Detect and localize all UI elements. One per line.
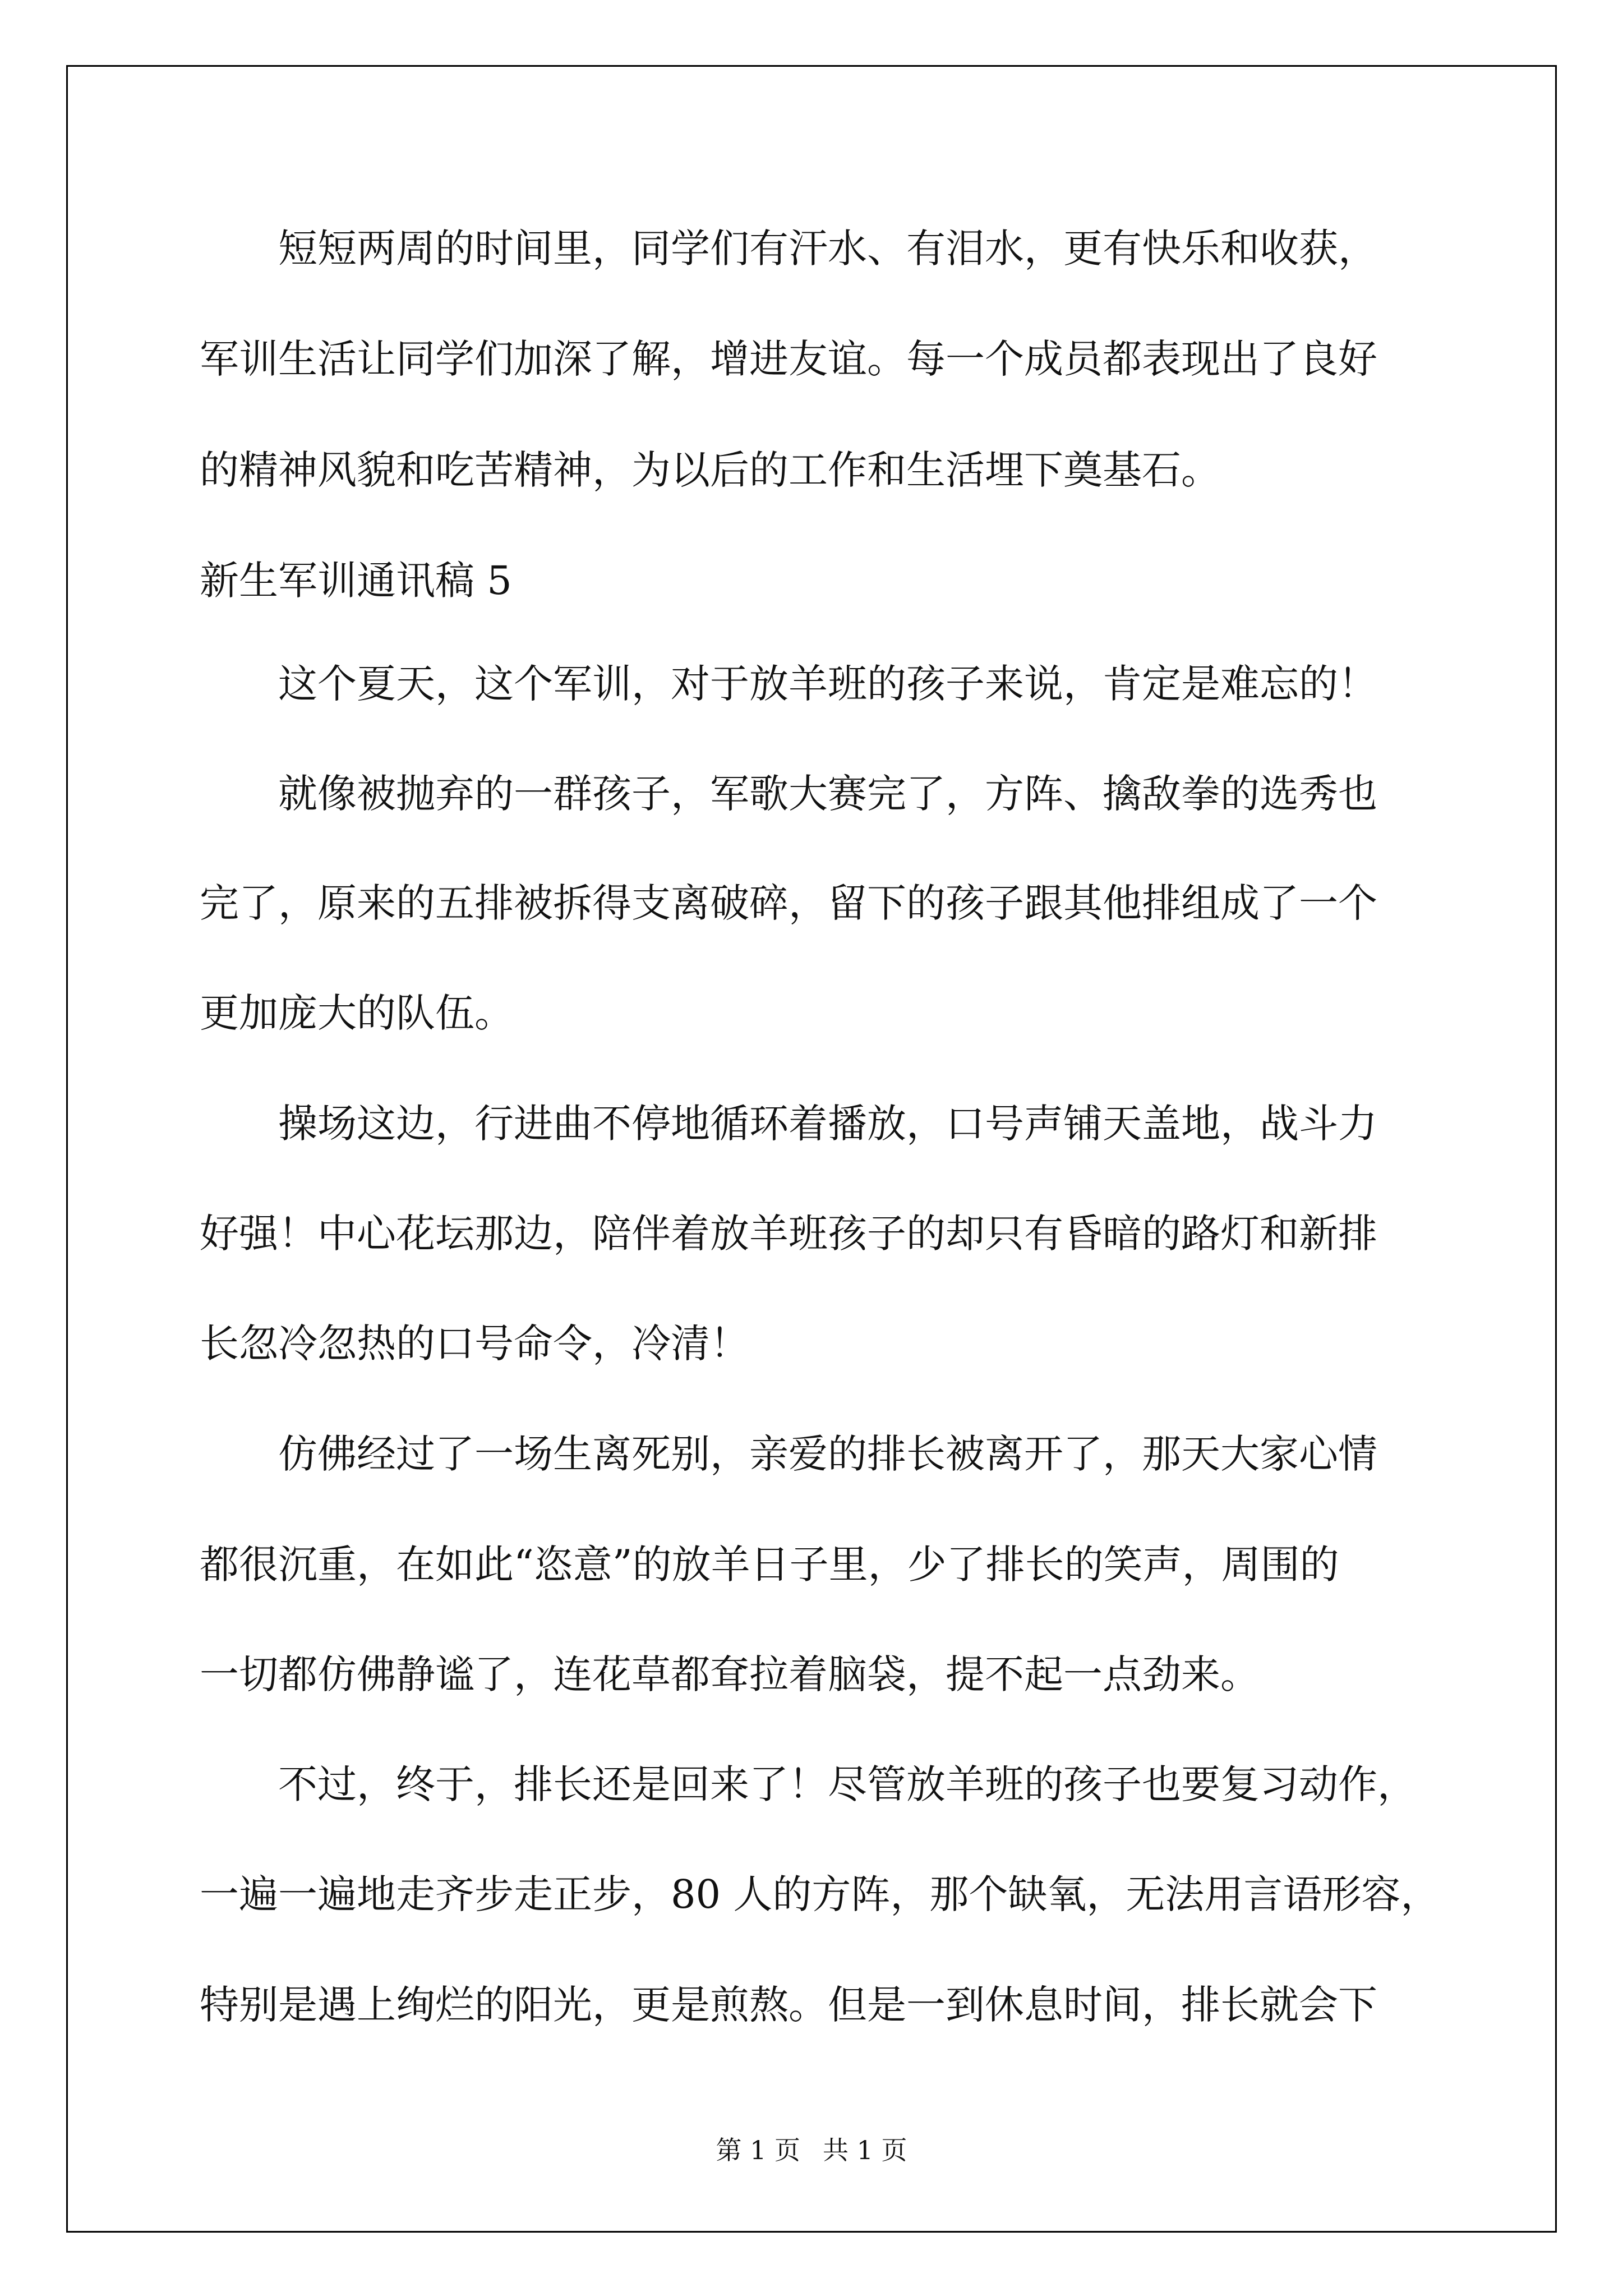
page-footer (0, 2137, 1623, 2163)
body-text-line: 仿佛经过了一场生离死别，亲爱的排长被离开了，那天大家心情 (200, 1431, 1377, 1477)
body-text-line: 短短两周的时间里，同学们有汗水、有泪水，更有快乐和收获， (200, 226, 1377, 272)
body-text-line: 不过，终于，排长还是回来了！尽管放羊班的孩子也要复习动作， (200, 1761, 1417, 1807)
body-text-line: 好强！中心花坛那边，陪伴着放羊班孩子的却只有昏暗的路灯和新排 (200, 1211, 1377, 1257)
body-text-line: 完了，原来的五排被拆得支离破碎，留下的孩子跟其他排组成了一个 (200, 880, 1377, 926)
body-text-line: 更加庞大的队伍。 (200, 990, 514, 1036)
body-text-line: 一遍一遍地走齐步走正步，80 人的方阵，那个缺氧，无法用言语形容， (200, 1871, 1440, 1917)
body-text-line: 特别是遇上绚烂的阳光，更是煎熬。但是一到休息时间，排长就会下 (200, 1982, 1377, 2028)
body-text-line: 这个夏天，这个军训，对于放羊班的孩子来说，肯定是难忘的！ (200, 661, 1377, 707)
body-text-line: 都很沉重，在如此“恣意”的放羊日子里，少了排长的笑声，周围的 (200, 1542, 1339, 1588)
page-number: 第 1 页 (716, 2135, 800, 2165)
section-heading: 新生军训通讯稿 5 (200, 558, 512, 604)
body-text-line: 一切都仿佛静谧了，连花草都耷拉着脑袋，提不起一点劲来。 (200, 1651, 1260, 1697)
body-text-line: 的精神风貌和吃苦精神，为以后的工作和生活埋下奠基石。 (200, 447, 1220, 493)
page-total: 共 1 页 (823, 2135, 907, 2165)
body-text-line: 军训生活让同学们加深了解，增进友谊。每一个成员都表现出了良好 (200, 336, 1377, 382)
body-text-line: 长忽冷忽热的口号命令，冷清！ (200, 1320, 749, 1366)
body-text-line: 操场这边，行进曲不停地循环着播放，口号声铺天盖地，战斗力 (200, 1101, 1377, 1147)
body-text-line: 就像被抛弃的一群孩子，军歌大赛完了，方阵、擒敌拳的选秀也 (200, 771, 1377, 817)
